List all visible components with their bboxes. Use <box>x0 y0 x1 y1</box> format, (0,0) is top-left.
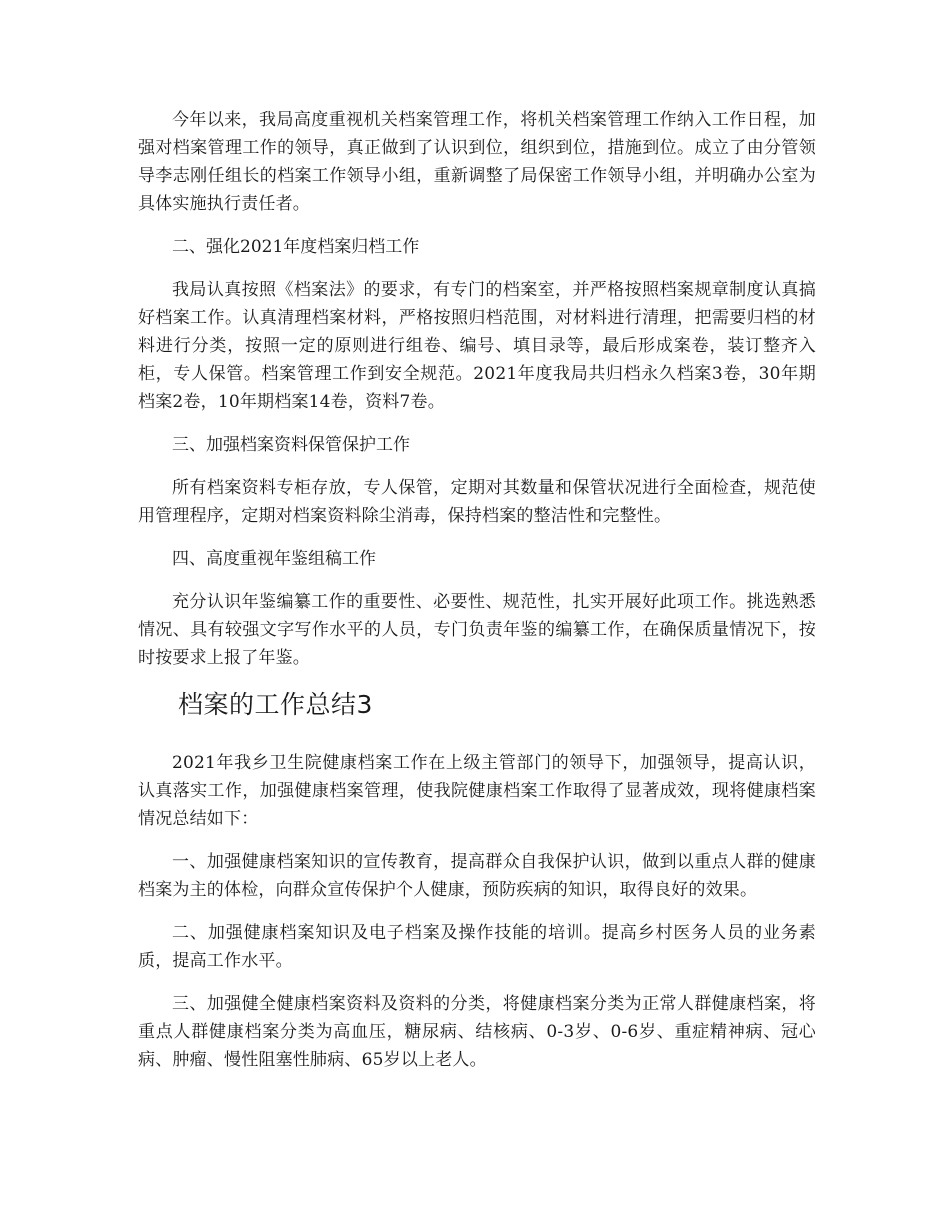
classification-paragraph: 三、加强健全健康档案资料及资料的分类，将健康档案分类为正常人群健康档案，将重点人群健康档案分类为高血压，糖尿病、结核病、0-3岁、0-6岁、重症精神病、冠心病、肿瘤、慢性阻塞性肺病、65岁以上老人。 <box>138 994 816 1070</box>
health-records-intro-paragraph: 2021年我乡卫生院健康档案工作在上级主管部门的领导下，加强领导，提高认识，认真落实工作，加强健康档案管理，使我院健康档案工作取得了显著成效，现将健康档案情况总结如下： <box>138 753 816 829</box>
archive-filing-paragraph: 我局认真按照《档案法》的要求，有专门的档案室，并严格按照档案规章制度认真搞好档案工作。认真清理档案材料，严格按照归档范围，对材料进行清理，把需要归档的材料进行分类，按照一定的原则进行组卷、编号、填目录等，最后形成案卷，装订整齐入柜，专人保管。档案管理工作到安全规范。2021年度我局共归档永久档案3卷，30年期档案2卷，10年期档案14卷，资料7卷。 <box>138 280 816 412</box>
health-education-paragraph: 一、加强健康档案知识的宣传教育，提高群众自我保护认识，做到以重点人群的健康档案为主的体检，向群众宣传保护个人健康，预防疾病的知识，取得良好的效果。 <box>138 852 816 900</box>
intro-paragraph: 今年以来，我局高度重视机关档案管理工作，将机关档案管理工作纳入工作日程，加强对档案管理工作的领导，真正做到了认识到位，组织到位，措施到位。成立了由分管领导李志刚任组长的档案工作领导小组，重新调整了局保密工作领导小组，并明确办公室为具体实施执行责任者。 <box>138 110 816 214</box>
section-spacer <box>138 723 816 749</box>
yearbook-paragraph: 充分认识年鉴编纂工作的重要性、必要性、规范性，扎实开展好此项工作。挑选熟悉情况、具有较强文字写作水平的人员，专门负责年鉴的编纂工作，在确保质量情况下，按时按要求上报了年鉴。 <box>138 592 816 668</box>
document-page <box>138 106 816 1089</box>
heading-archive-filing: 二、强化2021年度档案归档工作 <box>172 237 420 257</box>
section-title: 档案的工作总结3 <box>178 690 373 719</box>
heading-yearbook: 四、高度重视年鉴组稿工作 <box>172 549 376 569</box>
heading-archive-protection: 三、加强档案资料保管保护工作 <box>172 435 410 455</box>
archive-protection-paragraph: 所有档案资料专柜存放，专人保管，定期对其数量和保管状况进行全面检查，规范使用管理程序，定期对档案资料除尘消毒，保持档案的整洁性和完整性。 <box>138 478 816 526</box>
training-paragraph: 二、加强健康档案知识及电子档案及操作技能的培训。提高乡村医务人员的业务素质，提高工作水平。 <box>138 923 816 971</box>
